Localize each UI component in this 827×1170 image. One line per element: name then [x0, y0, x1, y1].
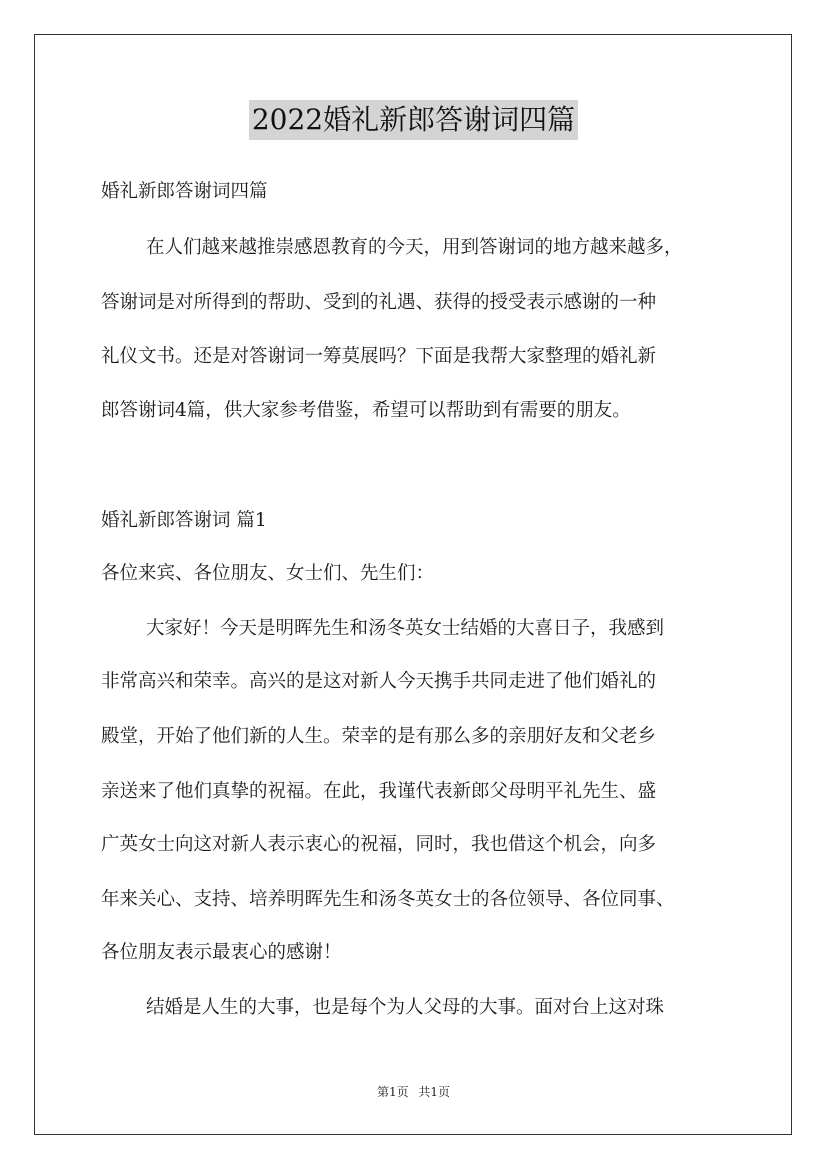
- para1-line-2: 非常高兴和荣幸。高兴的是这对新人今天携手共同走进了他们婚礼的: [101, 671, 657, 692]
- intro-line-4: 郎答谢词4篇，供大家参考借鉴，希望可以帮助到有需要的朋友。: [101, 400, 631, 421]
- intro-line-3: 礼仪文书。还是对答谢词一筹莫展吗？下面是我帮大家整理的婚礼新: [101, 346, 657, 367]
- intro-line-1: 在人们越来越推崇感恩教育的今天，用到答谢词的地方越来越多，: [146, 237, 683, 258]
- para1-line-6: 年来关心、支持、培养明晖先生和汤冬英女士的各位领导、各位同事、: [101, 889, 675, 910]
- page-total: 共1页: [418, 1085, 451, 1099]
- para1-line-1: 大家好！今天是明晖先生和汤冬英女士结婚的大喜日子，我感到: [146, 618, 665, 639]
- page-footer: [0, 1085, 827, 1099]
- intro-line-2: 答谢词是对所得到的帮助、受到的礼遇、获得的授受表示感谢的一种: [101, 292, 657, 313]
- title-container: [0, 100, 827, 140]
- document-subtitle: 婚礼新郎答谢词四篇: [101, 181, 268, 202]
- para2-line-1: 结婚是人生的大事，也是每个为人父母的大事。面对台上这对珠: [146, 997, 665, 1018]
- para1-line-7: 各位朋友表示最衷心的感谢！: [101, 942, 342, 963]
- section-heading: 婚礼新郎答谢词 篇1: [101, 510, 267, 531]
- salutation: 各位来宾、各位朋友、女士们、先生们：: [101, 563, 435, 584]
- para1-line-4: 亲送来了他们真挚的祝福。在此，我谨代表新郎父母明平礼先生、盛: [101, 781, 657, 802]
- para1-line-3: 殿堂，开始了他们新的人生。荣幸的是有那么多的亲朋好友和父老乡: [101, 726, 657, 747]
- document-title: 2022婚礼新郎答谢词四篇: [249, 100, 578, 140]
- page-number: 第1页: [376, 1085, 409, 1099]
- para1-line-5: 广英女士向这对新人表示衷心的祝福，同时，我也借这个机会，向多: [101, 834, 657, 855]
